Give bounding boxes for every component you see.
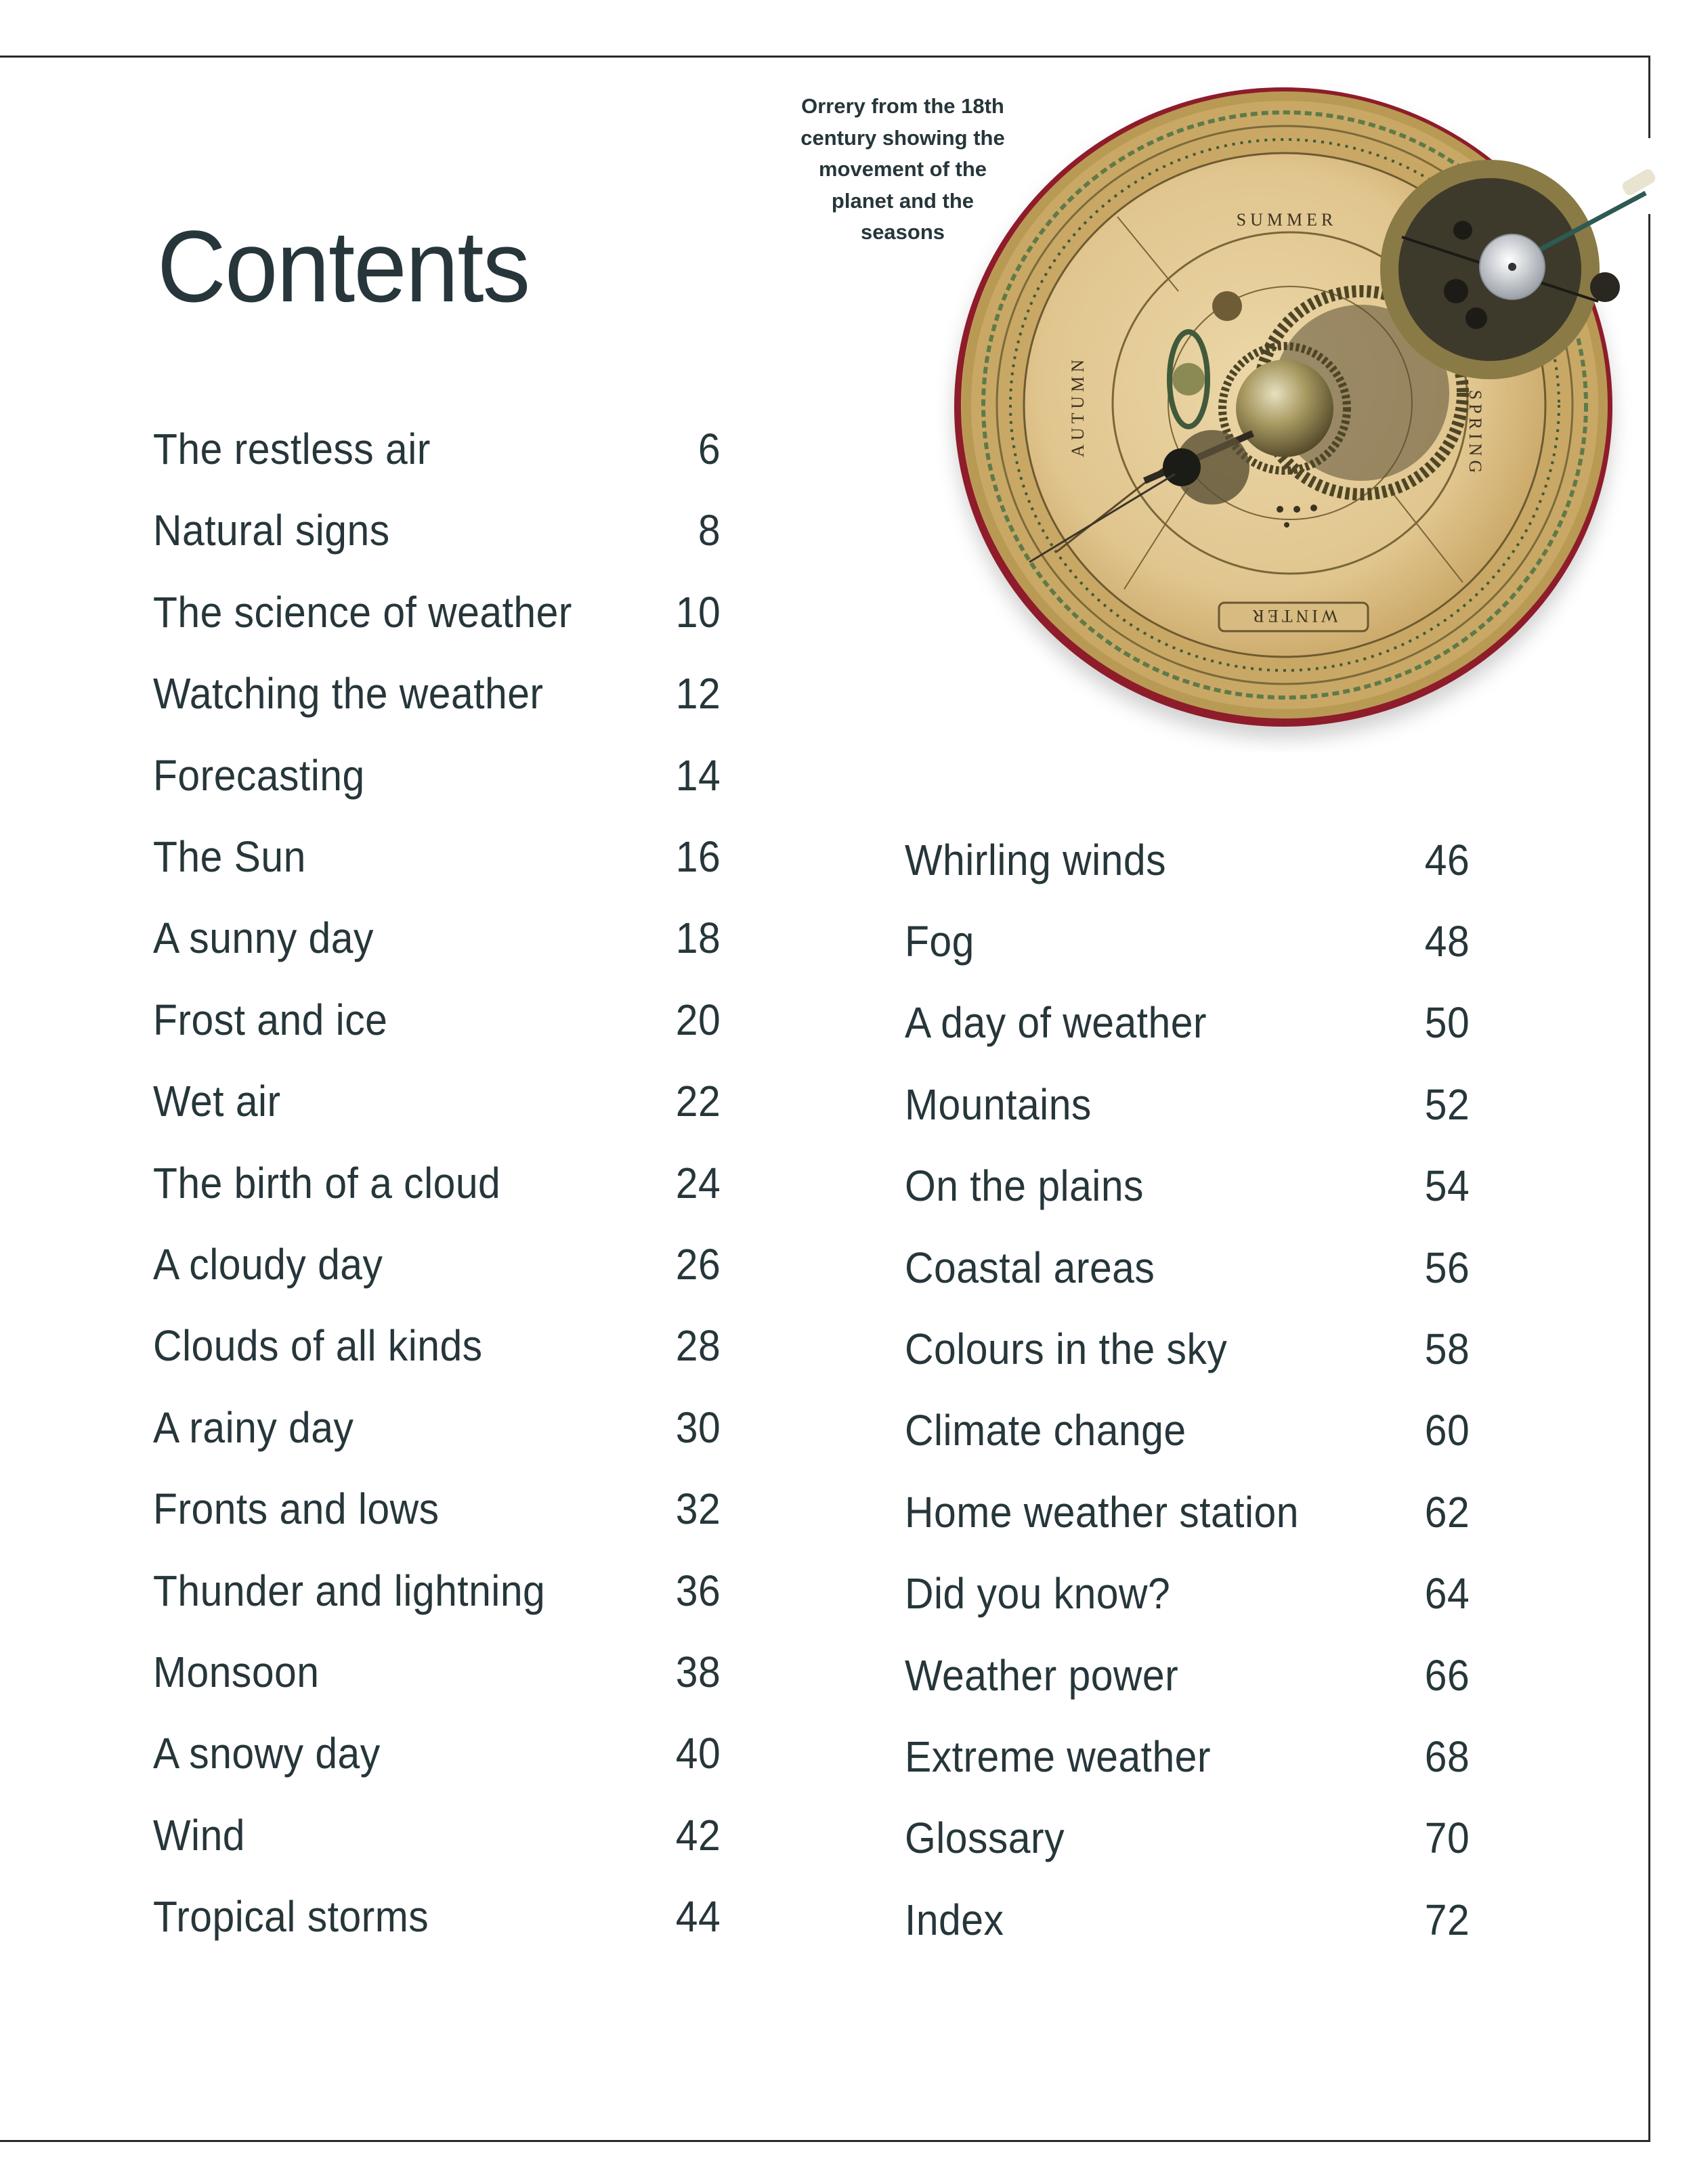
toc-entry[interactable]: A rainy day 30	[153, 1403, 721, 1452]
toc-entry[interactable]: The restless air 6	[153, 425, 721, 473]
toc-entry[interactable]: The birth of a cloud 24	[153, 1159, 721, 1207]
page-border-bottom	[0, 2140, 1650, 2142]
spring-label: SPRING	[1465, 389, 1485, 477]
caption-line: century showing the	[800, 125, 1005, 150]
page-title: Contents	[157, 209, 530, 323]
toc-entry[interactable]: Natural signs 8	[153, 506, 721, 555]
winter-label: WINTER	[1249, 606, 1338, 626]
caption-line: planet and the	[831, 188, 975, 213]
toc-entry[interactable]: Climate change 60	[905, 1406, 1470, 1455]
earth-mechanism	[1380, 160, 1657, 379]
toc-entry[interactable]: Fog 48	[905, 917, 1470, 966]
toc-entry[interactable]: Index 72	[905, 1896, 1470, 1944]
summer-label: SUMMER	[1236, 210, 1337, 230]
toc-entry[interactable]: Watching the weather 12	[153, 669, 721, 718]
toc-entry[interactable]: A day of weather 50	[905, 998, 1470, 1047]
page-border-top	[0, 56, 1650, 58]
toc-entry[interactable]: Glossary 70	[905, 1814, 1470, 1862]
toc-entry[interactable]: A cloudy day 26	[153, 1240, 721, 1289]
toc-entry[interactable]: Home weather station 62	[905, 1488, 1470, 1537]
toc-entry[interactable]: Wet air 22	[153, 1077, 721, 1126]
toc-entry[interactable]: Thunder and lightning 36	[153, 1566, 721, 1615]
toc-entry[interactable]: The science of weather 10	[153, 588, 721, 637]
toc-entry[interactable]: A sunny day 18	[153, 914, 721, 962]
toc-entry[interactable]: Mountains 52	[905, 1080, 1470, 1129]
toc-entry[interactable]: Wind 42	[153, 1811, 721, 1860]
caption-line: movement of the	[818, 157, 987, 181]
toc-entry[interactable]: Tropical storms 44	[153, 1892, 721, 1941]
caption-line: Orrery from the 18th	[801, 94, 1004, 118]
toc-entry[interactable]: Did you know? 64	[905, 1569, 1470, 1618]
toc-entry[interactable]: Monsoon 38	[153, 1648, 721, 1696]
toc-entry[interactable]: Whirling winds 46	[905, 836, 1470, 884]
toc-entry[interactable]: Frost and ice 20	[153, 995, 721, 1044]
toc-entry[interactable]: Coastal areas 56	[905, 1243, 1470, 1292]
orrery-image	[935, 68, 1691, 752]
toc-entry[interactable]: Weather power 66	[905, 1651, 1470, 1700]
toc-entry[interactable]: A snowy day 40	[153, 1729, 721, 1778]
toc-entry[interactable]: On the plains 54	[905, 1161, 1470, 1210]
toc-entry[interactable]: Clouds of all kinds 28	[153, 1321, 721, 1370]
toc-entry[interactable]: Fronts and lows 32	[153, 1484, 721, 1533]
toc-entry[interactable]: Forecasting 14	[153, 751, 721, 800]
caption-line: seasons	[860, 220, 945, 244]
toc-entry[interactable]: Extreme weather 68	[905, 1732, 1470, 1781]
autumn-label: AUTUMN	[1068, 355, 1088, 458]
toc-entry[interactable]: Colours in the sky 58	[905, 1325, 1470, 1373]
toc-entry[interactable]: The Sun 16	[153, 832, 721, 881]
